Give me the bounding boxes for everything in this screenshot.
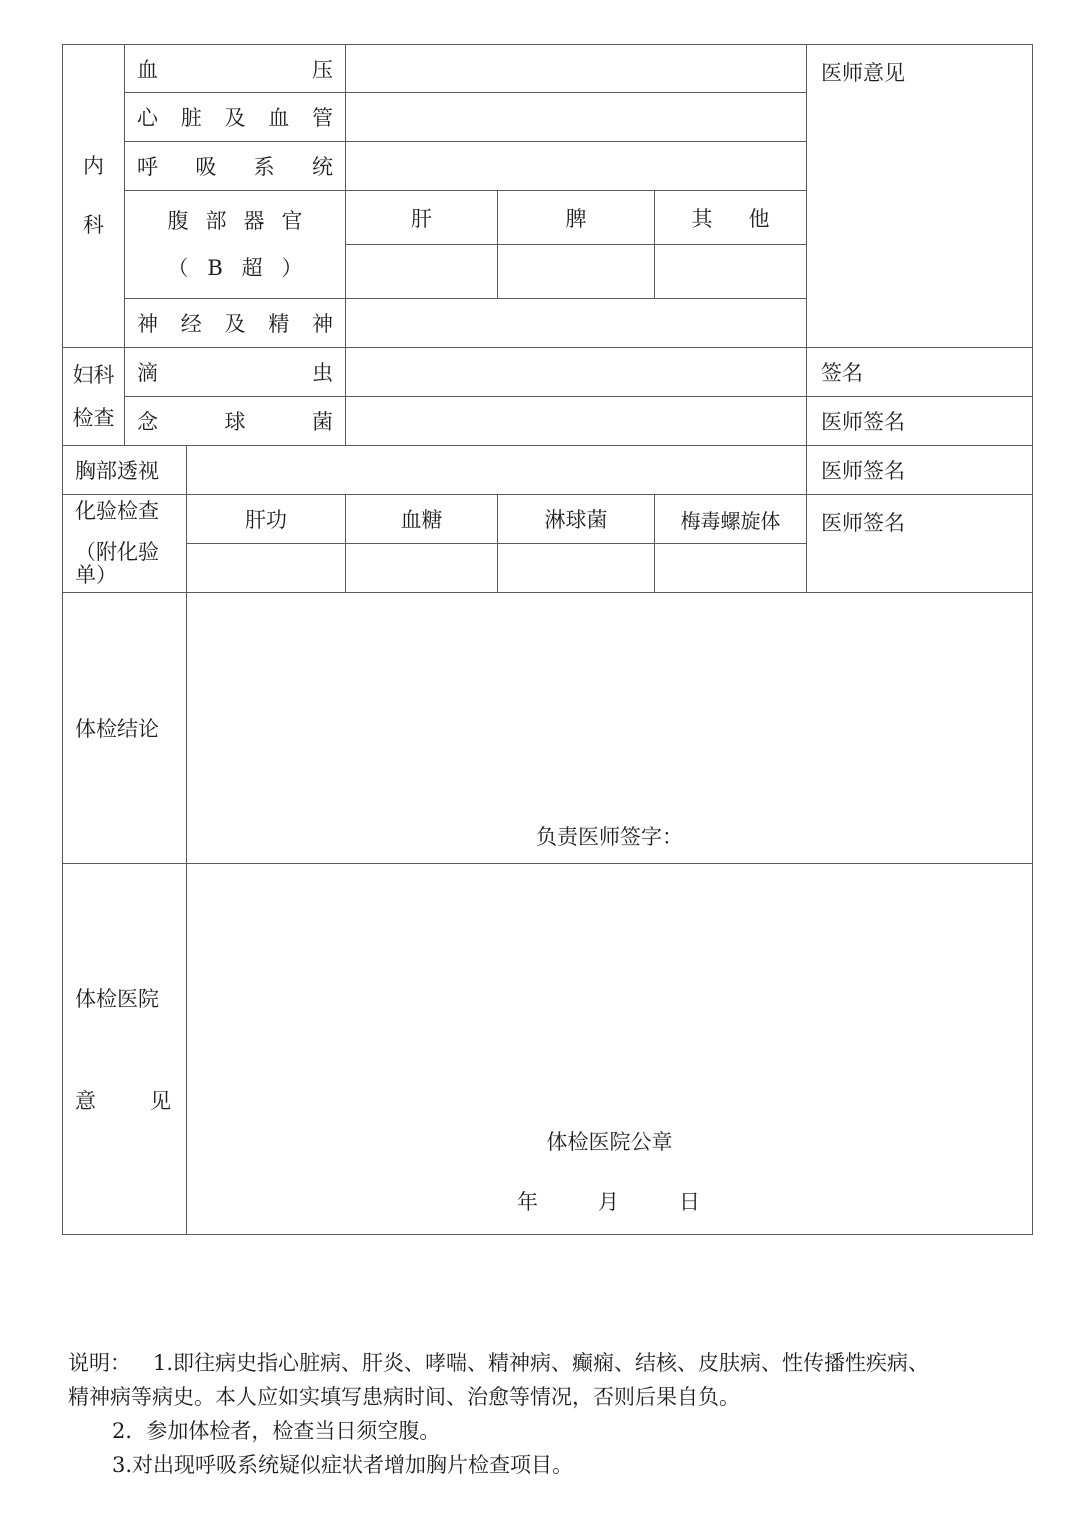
lab-label-line2: （附化验单） [75,539,159,588]
row-label-candida: 念球菌 [125,397,346,446]
table-row-conclusion [63,593,1033,864]
field-hospital-opinion[interactable] [187,864,1033,1235]
field-heart-vessels[interactable] [346,93,807,142]
field-chest-doctor-signature[interactable] [807,446,1033,495]
note-item-1-line-2: 精神病等病史。本人应如实填写患病时间、治愈等情况，否则后果自负。 [68,1385,740,1410]
field-abdominal-other[interactable] [655,245,807,299]
row-label-abdominal-organs [125,191,346,299]
row-label-lab-test [63,495,187,593]
doctor-signature-label-gynecology: 医师签名 [821,410,906,434]
note-item-1-line-1 [68,1346,1028,1380]
row-label-chest-fluoroscopy: 胸部透视 [63,446,187,495]
table-row-candida [63,397,1033,446]
field-respiratory[interactable] [346,142,807,191]
row-label-hospital-opinion [63,864,187,1235]
field-conclusion[interactable] [187,593,1033,864]
table-row-blood-pressure [63,45,1033,93]
field-spleen[interactable] [498,245,655,299]
row-label-blood-pressure: 血压 [125,45,346,93]
internal-label-char-1: 内 [83,154,104,178]
table-row-chest-fluoroscopy [63,446,1033,495]
field-doctor-opinion-internal[interactable] [807,45,1033,348]
field-neuro-mental[interactable] [346,299,807,348]
row-label-conclusion: 体检结论 [63,593,187,864]
date-day-label: 日 [679,1190,702,1214]
column-header-blood-glucose: 血糖 [346,495,498,544]
field-trichomonas[interactable] [346,348,807,397]
abdominal-label-line1: 腹部器官 [167,208,303,233]
date-month-label: 月 [598,1190,621,1214]
field-liver[interactable] [346,245,498,299]
field-liver-function[interactable] [187,544,346,593]
field-gonococcus[interactable] [498,544,655,593]
note-item-2: 2．参加体检者，检查当日须空腹。 [112,1419,441,1444]
field-gynecology-signature[interactable] [807,348,1033,397]
medical-examination-table [62,44,1033,1235]
gyn-label-line2: 检查 [72,405,115,430]
form-notes [68,1346,1028,1482]
table-row-lab-headers [63,495,1033,544]
hospital-label-line1: 体检医院 [75,987,159,1011]
field-gynecology-doctor-signature[interactable] [807,397,1033,446]
gyn-label-line1: 妇科 [72,362,115,387]
note-1-text: 即往病史指心脏病、肝炎、哮喘、精神病、癫痫、结核、皮肤病、性传播性疾病、 [173,1351,930,1375]
column-header-spleen: 脾 [498,191,655,245]
notes-heading: 说明： [68,1351,131,1375]
column-header-liver: 肝 [346,191,498,245]
column-header-other: 其他 [655,191,807,245]
row-label-respiratory: 呼吸系统 [125,142,346,191]
table-row-hospital-opinion [63,864,1033,1235]
column-header-gonococcus: 淋球菌 [498,495,655,544]
hospital-stamp-label: 体检医院公章 [546,1130,673,1154]
section-label-gynecology [63,348,125,446]
field-candida[interactable] [346,397,807,446]
field-lab-doctor-signature[interactable] [807,495,1033,593]
hospital-label-line2: 意见 [75,1089,171,1113]
responsible-doctor-signature-label: 负责医师签字： [536,825,683,849]
row-label-heart-vessels: 心脏及血管 [125,93,346,142]
table-row-trichomonas [63,348,1033,397]
internal-label-char-2: 科 [83,213,104,237]
column-header-treponema: 梅毒螺旋体 [655,495,807,544]
doctor-signature-label-lab: 医师签名 [821,511,906,535]
column-header-liver-function: 肝功 [187,495,346,544]
section-label-internal-medicine [63,45,125,348]
row-label-neuro-mental: 神经及精神 [125,299,346,348]
note-1-number: 1. [153,1351,174,1375]
field-blood-pressure[interactable] [346,45,807,93]
note-item-3: 3.对出现呼吸系统疑似症状者增加胸片检查项目。 [112,1453,574,1478]
doctor-opinion-label: 医师意见 [821,61,906,85]
field-chest-fluoroscopy[interactable] [187,446,807,495]
date-year-label: 年 [517,1190,540,1214]
signature-label: 签名 [821,361,864,385]
row-label-trichomonas: 滴虫 [125,348,346,397]
field-treponema[interactable] [655,544,807,593]
abdominal-label-line2: （B超） [167,255,303,280]
doctor-signature-label-chest: 医师签名 [821,459,906,483]
lab-label-line1: 化验检查 [75,498,159,523]
field-blood-glucose[interactable] [346,544,498,593]
date-line [187,1186,1032,1216]
